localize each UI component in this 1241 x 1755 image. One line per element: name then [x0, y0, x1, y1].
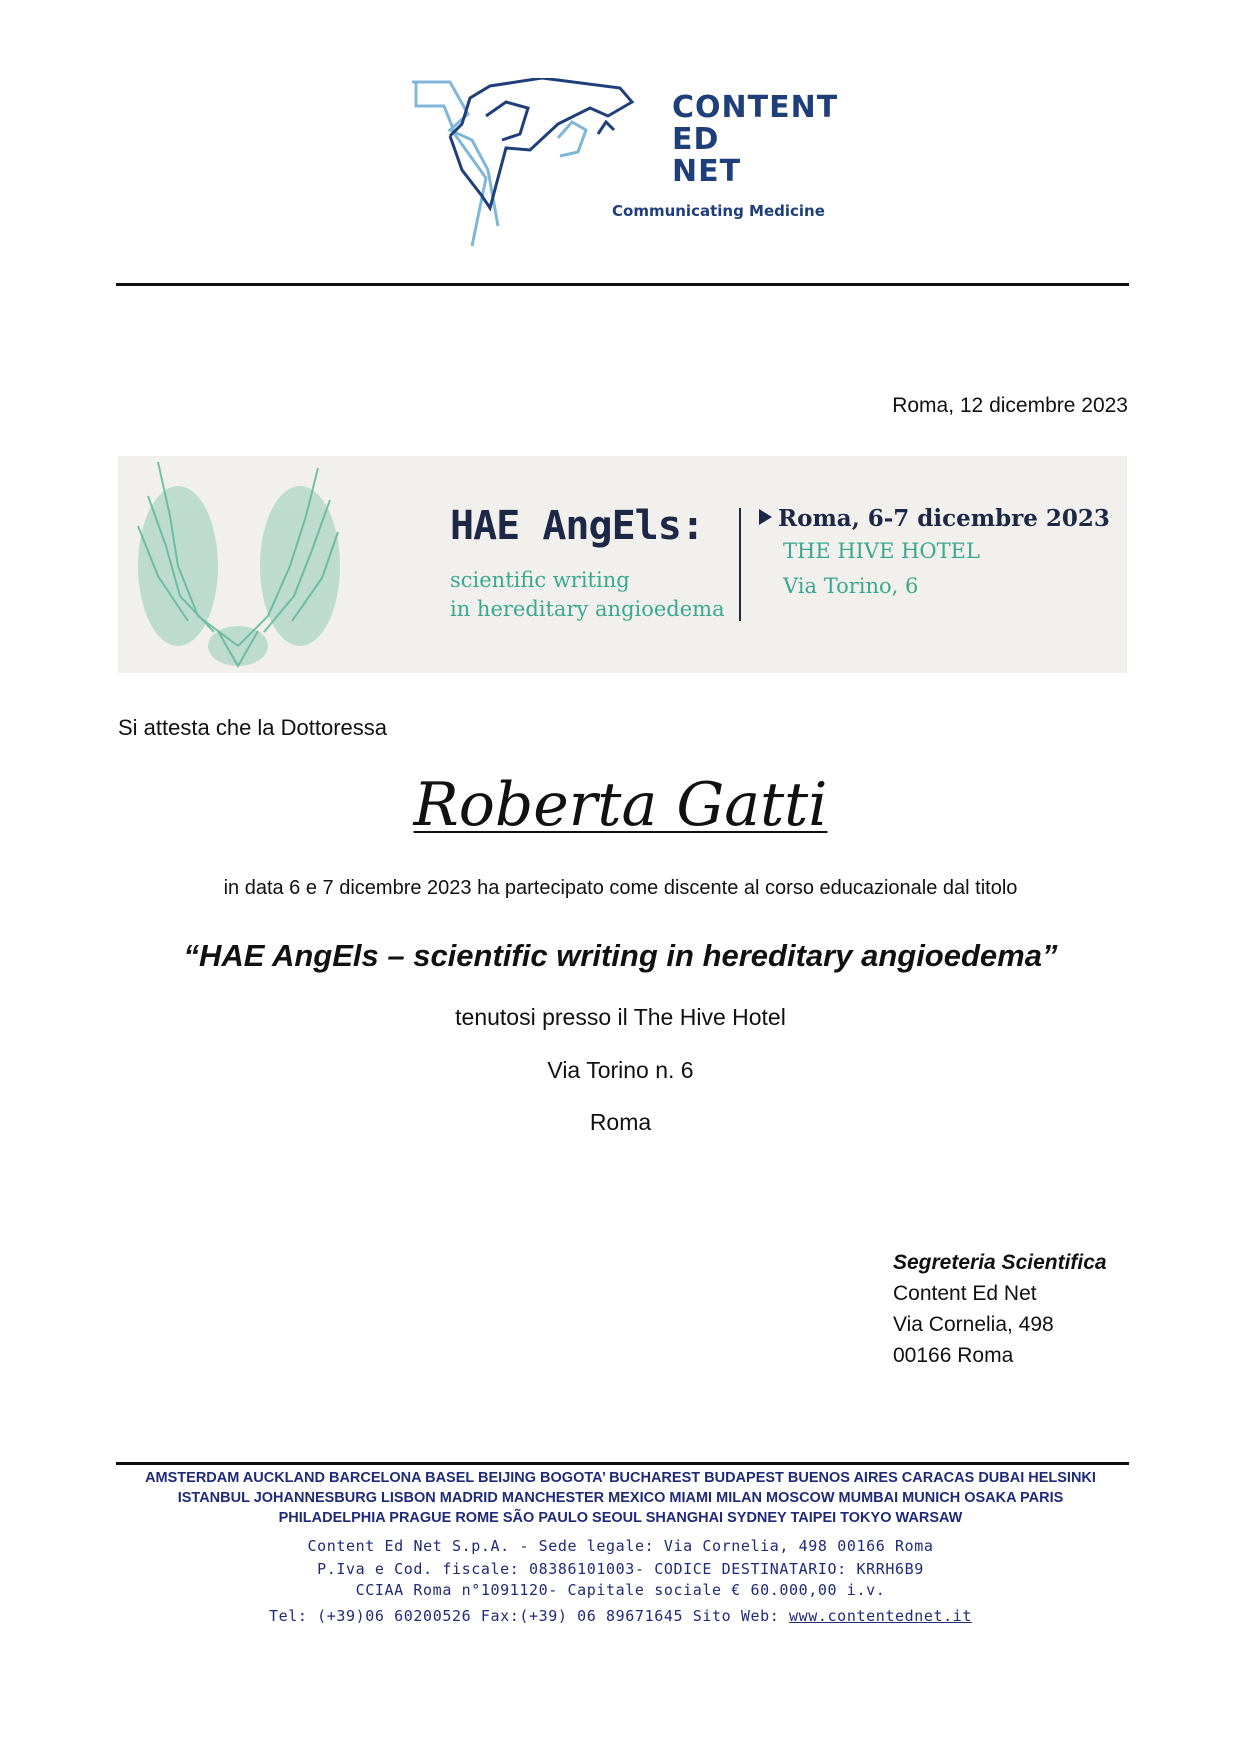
banner-event-info	[759, 504, 1110, 604]
company-line: Content Ed Net S.p.A. - Sede legale: Via Cornelia, 498 00166 Roma	[307, 1537, 934, 1555]
signature-block	[893, 1247, 1107, 1371]
banner-subtitle-line: scientific writing	[450, 568, 630, 592]
location-line: Via Torino n. 6	[547, 1057, 694, 1083]
banner-title: HAE AngEls:	[450, 503, 704, 549]
angel-wings-icon	[118, 456, 378, 673]
signature-street: Via Cornelia, 498	[893, 1313, 1054, 1336]
participation-statement: in data 6 e 7 dicembre 2023 ha partecipato come discente al corso educazionale dal titolo	[223, 877, 1018, 899]
location-line: tenutosi presso il The Hive Hotel	[455, 1004, 786, 1030]
banner-subtitle	[450, 566, 725, 624]
cities-line: AMSTERDAM AUCKLAND BARCELONA BASEL BEIJING BOGOTA’ BUCHAREST BUDAPEST BUENOS AIRES CARACAS DUBAI HELSINKI	[145, 1470, 1096, 1486]
recipient-name	[0, 770, 1241, 840]
banner-address: Via Torino, 6	[783, 574, 919, 598]
footer-divider	[116, 1462, 1129, 1465]
company-line: P.Iva e Cod. fiscale: 08386101003- CODICE DESTINATARIO: KRRH6B9	[317, 1560, 924, 1578]
banner-venue: THE HIVE HOTEL	[783, 539, 980, 563]
logo-line: ED	[672, 122, 720, 157]
letter-date: Roma, 12 dicembre 2023	[892, 394, 1128, 417]
banner-subtitle-line: in hereditary angioedema	[450, 597, 725, 621]
play-arrow-icon	[759, 509, 772, 525]
logo-line: CONTENT	[672, 90, 839, 125]
header-divider	[116, 283, 1129, 286]
cities-line: ISTANBUL JOHANNESBURG LISBON MADRID MANCHESTER MEXICO MIAMI MILAN MOSCOW MUMBAI MUNICH OSAKA PARIS	[177, 1490, 1064, 1506]
location-line: Roma	[589, 1109, 652, 1135]
company-line: CCIAA Roma n°1091120- Capitale sociale € 60.000,00 i.v.	[355, 1581, 886, 1599]
company-info	[0, 1535, 1241, 1628]
signature-city: 00166 Roma	[893, 1344, 1014, 1367]
course-title: “HAE AngEls – scientific writing in hereditary angioedema”	[183, 938, 1058, 973]
logo-tagline: Communicating Medicine	[612, 202, 825, 220]
website-link[interactable]: www.contentednet.it	[789, 1607, 973, 1625]
event-banner	[118, 456, 1127, 673]
banner-divider	[739, 508, 741, 621]
content-ed-net-logo	[410, 78, 840, 258]
signature-title: Segreteria Scientifica	[893, 1251, 1107, 1274]
attestation-intro: Si attesta che la Dottoressa	[118, 715, 388, 740]
recipient-name-text: Roberta Gatti	[413, 770, 828, 840]
logo-wordmark	[672, 92, 838, 188]
office-cities	[0, 1468, 1241, 1528]
contact-prefix: Tel: (+39)06 60200526 Fax:(+39) 06 89671645 Sito Web:	[268, 1607, 790, 1625]
signature-org: Content Ed Net	[893, 1282, 1037, 1305]
banner-date	[759, 504, 1110, 534]
logo-line: NET	[672, 154, 742, 189]
banner-date-text: Roma, 6-7 dicembre 2023	[778, 505, 1110, 532]
world-map-logo-icon	[410, 78, 670, 248]
cities-line: PHILADELPHIA PRAGUE ROME SÃO PAULO SEOUL SHANGHAI SYDNEY TAIPEI TOKYO WARSAW	[278, 1510, 963, 1526]
contact-line	[0, 1605, 1241, 1628]
